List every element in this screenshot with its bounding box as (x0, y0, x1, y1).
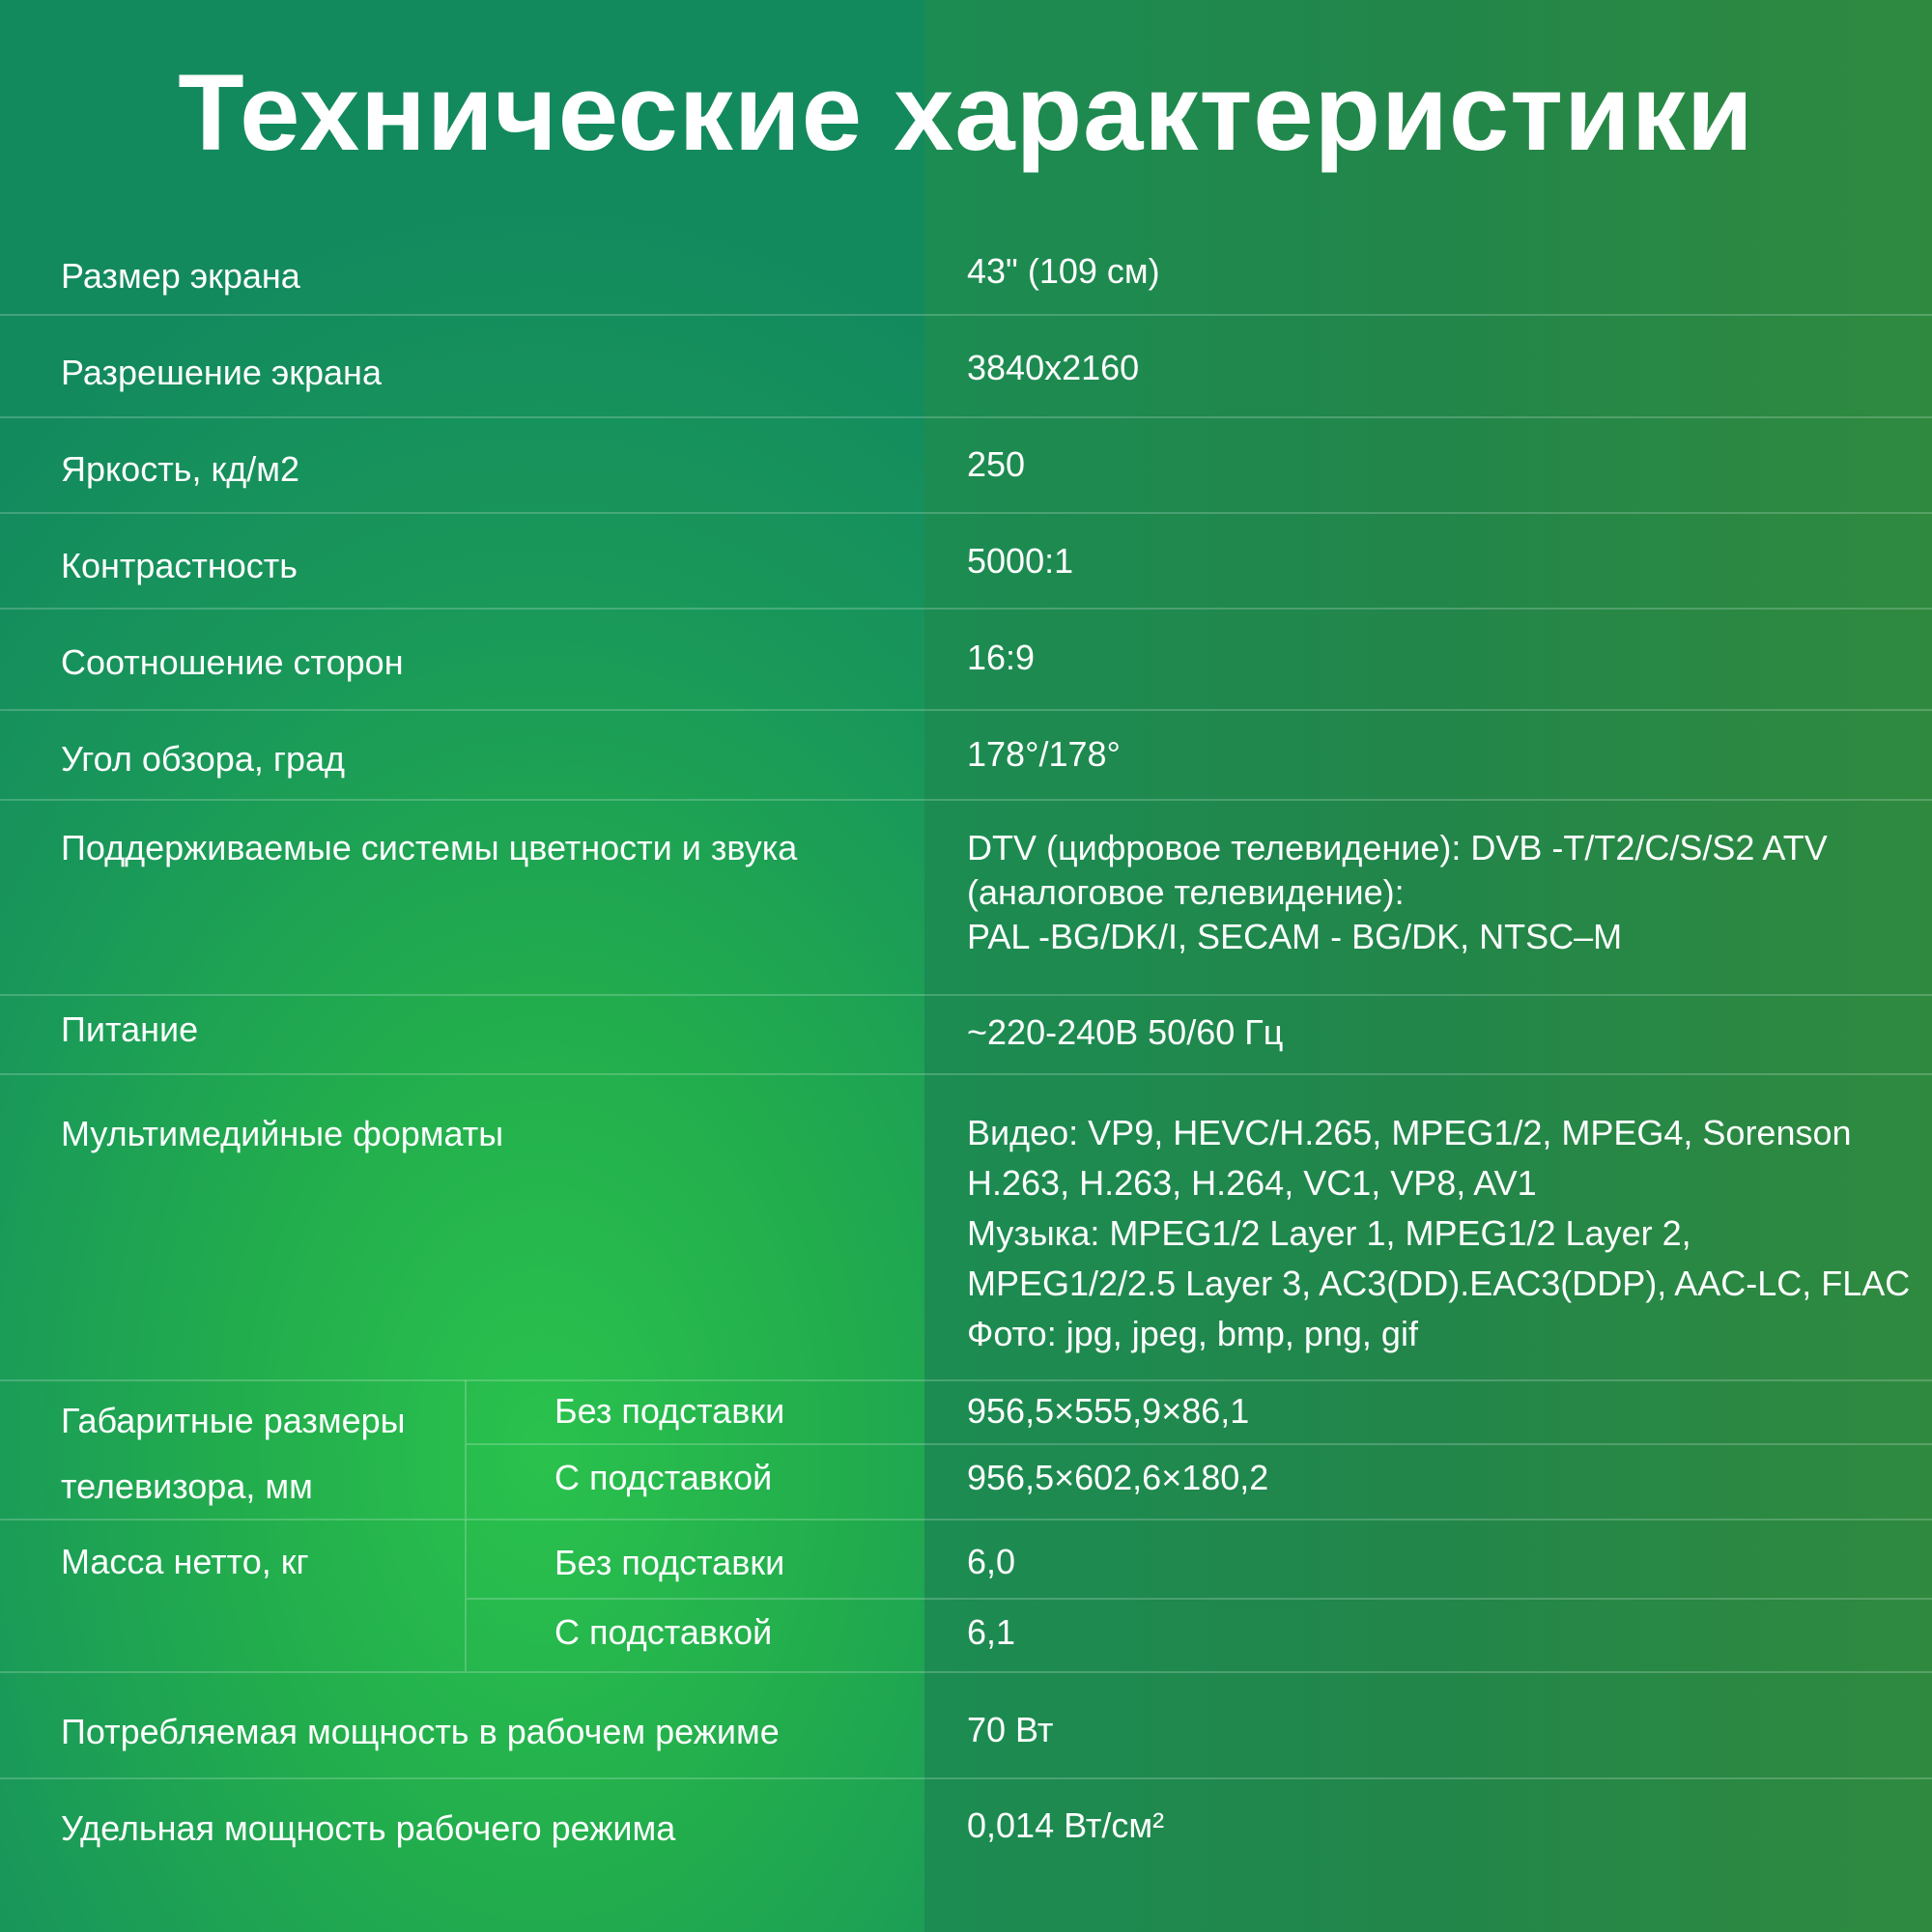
sub-row-divider (467, 1443, 1932, 1445)
spec-label-power-consumption: Потребляемая мощность в рабочем режиме (61, 1712, 780, 1751)
weight-with-stand-value: 6,1 (967, 1612, 1016, 1652)
spec-value-power-consumption: 70 Вт (967, 1710, 1054, 1749)
spec-label-aspect-ratio: Соотношение сторон (61, 642, 404, 682)
spec-label-power-supply: Питание (61, 1009, 199, 1049)
spec-label-viewing-angle: Угол обзора, град (61, 739, 346, 779)
row-divider (0, 416, 1932, 418)
spec-value-contrast: 5000:1 (967, 541, 1074, 581)
dimensions-without-stand-value: 956,5×555,9×86,1 (967, 1391, 1250, 1431)
spec-label-specific-power: Удельная мощность рабочего режима (61, 1808, 676, 1848)
spec-value-color-systems: DTV (цифровое телевидение): DVB -T/T2/C/S/S2 ATV (аналоговое телевидение): PAL -BG/DK/I, SECAM - BG/DK, NTSC–M (967, 828, 1828, 956)
sub-row-divider (467, 1598, 1932, 1600)
weight-without-stand-label: Без подставки (554, 1543, 785, 1582)
spec-label-color-systems: Поддерживаемые системы цветности и звука (61, 828, 798, 867)
row-divider (0, 314, 1932, 316)
spec-label-brightness: Яркость, кд/м2 (61, 449, 299, 489)
spec-label-dimensions: Габаритные размеры телевизора, мм (61, 1401, 406, 1506)
row-divider (0, 512, 1932, 514)
dimensions-with-stand-label: С подставкой (554, 1458, 773, 1497)
row-divider (0, 1671, 1932, 1673)
spec-value-power-supply: ~220-240В 50/60 Гц (967, 1012, 1284, 1052)
row-divider (0, 994, 1932, 996)
column-divider (465, 1380, 467, 1519)
spec-label-resolution: Разрешение экрана (61, 353, 382, 392)
spec-label-media-formats: Мультимедийные форматы (61, 1114, 504, 1153)
spec-label-net-weight: Масса нетто, кг (61, 1542, 309, 1581)
row-divider (0, 1777, 1932, 1779)
dimensions-without-stand-label: Без подставки (554, 1391, 785, 1431)
row-divider (0, 608, 1932, 610)
spec-value-resolution: 3840x2160 (967, 348, 1140, 387)
dimensions-with-stand-value: 956,5×602,6×180,2 (967, 1458, 1269, 1497)
spec-value-brightness: 250 (967, 444, 1026, 484)
row-divider (0, 1379, 1932, 1381)
spec-value-specific-power: 0,014 Вт/см² (967, 1805, 1165, 1845)
row-divider (0, 709, 1932, 711)
weight-without-stand-value: 6,0 (967, 1542, 1016, 1581)
row-divider (0, 799, 1932, 801)
spec-label-screen-size: Размер экрана (61, 256, 300, 296)
spec-value-aspect-ratio: 16:9 (967, 638, 1036, 677)
spec-value-screen-size: 43" (109 см) (967, 251, 1160, 291)
column-divider (465, 1520, 467, 1671)
spec-label-contrast: Контрастность (61, 546, 298, 585)
page-title: Технические характеристики (178, 52, 1754, 173)
spec-value-media-formats: Видео: VP9, HEVC/H.265, MPEG1/2, MPEG4, Sorenson H.263, H.263, H.264, VC1, VP8, AV1 Музыка: MPEG1/2 Layer 1, MPEG1/2 Layer 2, MPEG1/2/2.5 Layer 3, AC3(DD).EAC3(DDP), AAC-LC, FLAC Фото: jpg, jpeg, bmp, png, gif (967, 1113, 1911, 1353)
spec-value-viewing-angle: 178°/178° (967, 734, 1121, 774)
row-divider (0, 1073, 1932, 1075)
weight-with-stand-label: С подставкой (554, 1612, 773, 1652)
